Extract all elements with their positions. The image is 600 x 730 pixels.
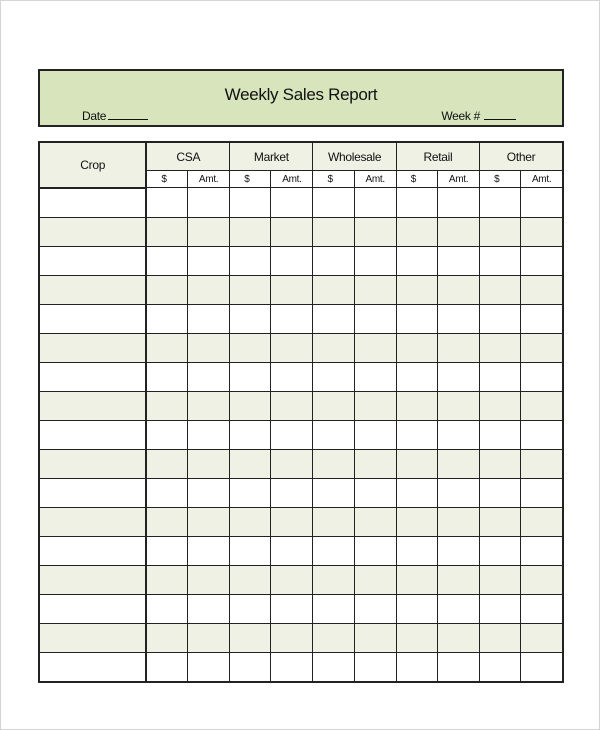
- amt-cell[interactable]: [437, 449, 479, 478]
- amt-cell[interactable]: [188, 217, 230, 246]
- amt-cell[interactable]: [521, 449, 563, 478]
- dollar-cell[interactable]: [313, 652, 354, 682]
- amt-cell[interactable]: [437, 536, 479, 565]
- report-header: [38, 69, 564, 127]
- dollar-cell[interactable]: [313, 420, 354, 449]
- amt-cell[interactable]: [521, 565, 563, 594]
- crop-cell[interactable]: [39, 391, 146, 420]
- crop-cell[interactable]: [39, 362, 146, 391]
- dollar-cell[interactable]: [313, 507, 354, 536]
- dollar-cell[interactable]: [396, 420, 437, 449]
- group-header-other: Other: [480, 142, 563, 171]
- amt-cell[interactable]: [271, 507, 313, 536]
- table-row: [39, 362, 563, 391]
- amt-cell[interactable]: [521, 362, 563, 391]
- dollar-cell[interactable]: [480, 362, 521, 391]
- dollar-cell[interactable]: [480, 565, 521, 594]
- dollar-cell[interactable]: [480, 275, 521, 304]
- amt-cell[interactable]: [521, 420, 563, 449]
- dollar-cell[interactable]: [230, 246, 271, 275]
- amt-cell[interactable]: [271, 391, 313, 420]
- dollar-cell[interactable]: [480, 333, 521, 362]
- sub-header-dollar: $: [146, 171, 187, 188]
- dollar-cell[interactable]: [396, 623, 437, 652]
- dollar-cell[interactable]: [146, 217, 187, 246]
- amt-cell[interactable]: [521, 478, 563, 507]
- amt-cell[interactable]: [354, 304, 396, 333]
- dollar-cell[interactable]: [313, 478, 354, 507]
- date-blank-line[interactable]: [108, 109, 148, 120]
- table-row: [39, 594, 563, 623]
- report-title: Weekly Sales Report: [224, 85, 378, 104]
- group-header-csa: CSA: [146, 142, 229, 171]
- dollar-cell[interactable]: [396, 362, 437, 391]
- dollar-cell[interactable]: [230, 623, 271, 652]
- amt-cell[interactable]: [188, 478, 230, 507]
- table-row: [39, 565, 563, 594]
- amt-cell[interactable]: [437, 333, 479, 362]
- amt-cell[interactable]: [354, 449, 396, 478]
- table-row: [39, 391, 563, 420]
- amt-cell[interactable]: [188, 449, 230, 478]
- crop-cell[interactable]: [39, 449, 146, 478]
- amt-cell[interactable]: [271, 652, 313, 682]
- amt-cell[interactable]: [521, 217, 563, 246]
- table-row: [39, 420, 563, 449]
- amt-cell[interactable]: [271, 449, 313, 478]
- amt-cell[interactable]: [271, 188, 313, 218]
- amt-cell[interactable]: [354, 246, 396, 275]
- crop-cell[interactable]: [39, 623, 146, 652]
- dollar-cell[interactable]: [396, 449, 437, 478]
- table-row: [39, 478, 563, 507]
- dollar-cell[interactable]: [146, 188, 187, 218]
- amt-cell[interactable]: [271, 304, 313, 333]
- dollar-cell[interactable]: [230, 333, 271, 362]
- dollar-cell[interactable]: [146, 565, 187, 594]
- table-row: [39, 304, 563, 333]
- amt-cell[interactable]: [354, 420, 396, 449]
- table-row: [39, 246, 563, 275]
- dollar-cell[interactable]: [313, 304, 354, 333]
- dollar-cell[interactable]: [396, 507, 437, 536]
- crop-cell[interactable]: [39, 188, 146, 218]
- sub-header-amt: Amt.: [521, 171, 563, 188]
- dollar-cell[interactable]: [480, 594, 521, 623]
- amt-cell[interactable]: [437, 188, 479, 218]
- amt-cell[interactable]: [188, 652, 230, 682]
- dollar-cell[interactable]: [396, 217, 437, 246]
- dollar-cell[interactable]: [230, 507, 271, 536]
- amt-cell[interactable]: [271, 246, 313, 275]
- amt-cell[interactable]: [437, 275, 479, 304]
- amt-cell[interactable]: [437, 594, 479, 623]
- group-header-market: Market: [230, 142, 313, 171]
- amt-cell[interactable]: [271, 333, 313, 362]
- amt-cell[interactable]: [354, 362, 396, 391]
- dollar-cell[interactable]: [396, 594, 437, 623]
- crop-cell[interactable]: [39, 536, 146, 565]
- amt-cell[interactable]: [521, 333, 563, 362]
- amt-cell[interactable]: [188, 565, 230, 594]
- dollar-cell[interactable]: [230, 188, 271, 218]
- dollar-cell[interactable]: [313, 449, 354, 478]
- amt-cell[interactable]: [354, 536, 396, 565]
- dollar-cell[interactable]: [480, 188, 521, 218]
- dollar-cell[interactable]: [313, 188, 354, 218]
- amt-cell[interactable]: [521, 275, 563, 304]
- amt-cell[interactable]: [521, 246, 563, 275]
- amt-cell[interactable]: [437, 362, 479, 391]
- amt-cell[interactable]: [437, 507, 479, 536]
- dollar-cell[interactable]: [230, 594, 271, 623]
- amt-cell[interactable]: [188, 507, 230, 536]
- table-row: [39, 217, 563, 246]
- crop-cell[interactable]: [39, 478, 146, 507]
- amt-cell[interactable]: [271, 478, 313, 507]
- amt-cell[interactable]: [188, 275, 230, 304]
- table-row: [39, 623, 563, 652]
- amt-cell[interactable]: [437, 652, 479, 682]
- dollar-cell[interactable]: [480, 246, 521, 275]
- dollar-cell[interactable]: [146, 391, 187, 420]
- dollar-cell[interactable]: [396, 536, 437, 565]
- crop-header: Crop: [39, 142, 146, 188]
- dollar-cell[interactable]: [146, 304, 187, 333]
- dollar-cell[interactable]: [480, 420, 521, 449]
- sub-header-amt: Amt.: [354, 171, 396, 188]
- dollar-cell[interactable]: [313, 565, 354, 594]
- sales-table: [38, 141, 564, 683]
- dollar-cell[interactable]: [146, 623, 187, 652]
- dollar-cell[interactable]: [230, 420, 271, 449]
- amt-cell[interactable]: [188, 420, 230, 449]
- dollar-cell[interactable]: [480, 623, 521, 652]
- dollar-cell[interactable]: [396, 188, 437, 218]
- amt-cell[interactable]: [188, 188, 230, 218]
- dollar-cell[interactable]: [146, 594, 187, 623]
- dollar-cell[interactable]: [480, 217, 521, 246]
- amt-cell[interactable]: [521, 594, 563, 623]
- amt-cell[interactable]: [271, 594, 313, 623]
- sub-header-dollar: $: [313, 171, 354, 188]
- dollar-cell[interactable]: [230, 391, 271, 420]
- dollar-cell[interactable]: [480, 507, 521, 536]
- dollar-cell[interactable]: [230, 652, 271, 682]
- dollar-cell[interactable]: [313, 275, 354, 304]
- sub-header-dollar: $: [396, 171, 437, 188]
- amt-cell[interactable]: [437, 420, 479, 449]
- dollar-cell[interactable]: [313, 391, 354, 420]
- group-header-retail: Retail: [396, 142, 479, 171]
- table-row: [39, 449, 563, 478]
- dollar-cell[interactable]: [313, 536, 354, 565]
- dollar-cell[interactable]: [480, 478, 521, 507]
- crop-cell[interactable]: [39, 565, 146, 594]
- dollar-cell[interactable]: [480, 391, 521, 420]
- date-field: [82, 109, 148, 123]
- amt-cell[interactable]: [271, 420, 313, 449]
- amt-cell[interactable]: [271, 565, 313, 594]
- dollar-cell[interactable]: [480, 652, 521, 682]
- amt-cell[interactable]: [188, 391, 230, 420]
- dollar-cell[interactable]: [396, 652, 437, 682]
- amt-cell[interactable]: [521, 507, 563, 536]
- dollar-cell[interactable]: [480, 449, 521, 478]
- amt-cell[interactable]: [188, 362, 230, 391]
- crop-cell[interactable]: [39, 275, 146, 304]
- dollar-cell[interactable]: [230, 449, 271, 478]
- dollar-cell[interactable]: [230, 217, 271, 246]
- sub-header-amt: Amt.: [271, 171, 313, 188]
- table-row: [39, 507, 563, 536]
- dollar-cell[interactable]: [230, 478, 271, 507]
- table-row: [39, 188, 563, 218]
- dollar-cell[interactable]: [313, 246, 354, 275]
- amt-cell[interactable]: [437, 478, 479, 507]
- amt-cell[interactable]: [354, 217, 396, 246]
- amt-cell[interactable]: [437, 304, 479, 333]
- crop-cell[interactable]: [39, 420, 146, 449]
- dollar-cell[interactable]: [313, 217, 354, 246]
- week-blank-line[interactable]: [484, 109, 516, 120]
- amt-cell[interactable]: [437, 217, 479, 246]
- dollar-cell[interactable]: [313, 623, 354, 652]
- dollar-cell[interactable]: [396, 304, 437, 333]
- amt-cell[interactable]: [271, 362, 313, 391]
- dollar-cell[interactable]: [146, 478, 187, 507]
- week-label: Week #: [441, 109, 480, 123]
- week-field: [441, 109, 516, 123]
- amt-cell[interactable]: [188, 623, 230, 652]
- amt-cell[interactable]: [354, 594, 396, 623]
- dollar-cell[interactable]: [396, 391, 437, 420]
- amt-cell[interactable]: [354, 507, 396, 536]
- dollar-cell[interactable]: [146, 333, 187, 362]
- amt-cell[interactable]: [354, 478, 396, 507]
- sub-header-amt: Amt.: [437, 171, 479, 188]
- table-row: [39, 333, 563, 362]
- amt-cell[interactable]: [354, 188, 396, 218]
- dollar-cell[interactable]: [480, 304, 521, 333]
- amt-cell[interactable]: [271, 536, 313, 565]
- amt-cell[interactable]: [188, 333, 230, 362]
- dollar-cell[interactable]: [146, 362, 187, 391]
- dollar-cell[interactable]: [396, 333, 437, 362]
- dollar-cell[interactable]: [146, 536, 187, 565]
- dollar-cell[interactable]: [146, 652, 187, 682]
- amt-cell[interactable]: [437, 391, 479, 420]
- group-header-wholesale: Wholesale: [313, 142, 396, 171]
- crop-cell[interactable]: [39, 507, 146, 536]
- amt-cell[interactable]: [354, 623, 396, 652]
- dollar-cell[interactable]: [313, 594, 354, 623]
- amt-cell[interactable]: [188, 536, 230, 565]
- sub-header-dollar: $: [230, 171, 271, 188]
- amt-cell[interactable]: [521, 536, 563, 565]
- amt-cell[interactable]: [188, 304, 230, 333]
- dollar-cell[interactable]: [230, 304, 271, 333]
- dollar-cell[interactable]: [146, 507, 187, 536]
- table-body: [39, 188, 563, 682]
- dollar-cell[interactable]: [230, 536, 271, 565]
- dollar-cell[interactable]: [146, 275, 187, 304]
- amt-cell[interactable]: [437, 623, 479, 652]
- dollar-cell[interactable]: [313, 362, 354, 391]
- amt-cell[interactable]: [271, 217, 313, 246]
- crop-cell[interactable]: [39, 217, 146, 246]
- dollar-cell[interactable]: [230, 565, 271, 594]
- amt-cell[interactable]: [354, 565, 396, 594]
- crop-cell[interactable]: [39, 652, 146, 682]
- table-row: [39, 275, 563, 304]
- dollar-cell[interactable]: [146, 246, 187, 275]
- amt-cell[interactable]: [521, 391, 563, 420]
- sub-header-dollar: $: [480, 171, 521, 188]
- amt-cell[interactable]: [354, 652, 396, 682]
- amt-cell[interactable]: [354, 275, 396, 304]
- amt-cell[interactable]: [354, 333, 396, 362]
- date-label: Date: [82, 109, 107, 123]
- amt-cell[interactable]: [437, 246, 479, 275]
- amt-cell[interactable]: [521, 188, 563, 218]
- amt-cell[interactable]: [521, 652, 563, 682]
- dollar-cell[interactable]: [396, 478, 437, 507]
- amt-cell[interactable]: [521, 623, 563, 652]
- table-row: [39, 536, 563, 565]
- dollar-cell[interactable]: [146, 449, 187, 478]
- dollar-cell[interactable]: [396, 246, 437, 275]
- dollar-cell[interactable]: [230, 275, 271, 304]
- dollar-cell[interactable]: [396, 565, 437, 594]
- dollar-cell[interactable]: [396, 275, 437, 304]
- amt-cell[interactable]: [271, 275, 313, 304]
- sub-header-amt: Amt.: [188, 171, 230, 188]
- dollar-cell[interactable]: [146, 420, 187, 449]
- amt-cell[interactable]: [354, 391, 396, 420]
- table-row: [39, 652, 563, 682]
- amt-cell[interactable]: [521, 304, 563, 333]
- dollar-cell[interactable]: [230, 362, 271, 391]
- dollar-cell[interactable]: [480, 536, 521, 565]
- crop-cell[interactable]: [39, 304, 146, 333]
- amt-cell[interactable]: [271, 623, 313, 652]
- crop-cell[interactable]: [39, 333, 146, 362]
- amt-cell[interactable]: [188, 246, 230, 275]
- crop-cell[interactable]: [39, 246, 146, 275]
- amt-cell[interactable]: [437, 565, 479, 594]
- group-header-row: [39, 142, 563, 171]
- dollar-cell[interactable]: [313, 333, 354, 362]
- crop-cell[interactable]: [39, 594, 146, 623]
- amt-cell[interactable]: [188, 594, 230, 623]
